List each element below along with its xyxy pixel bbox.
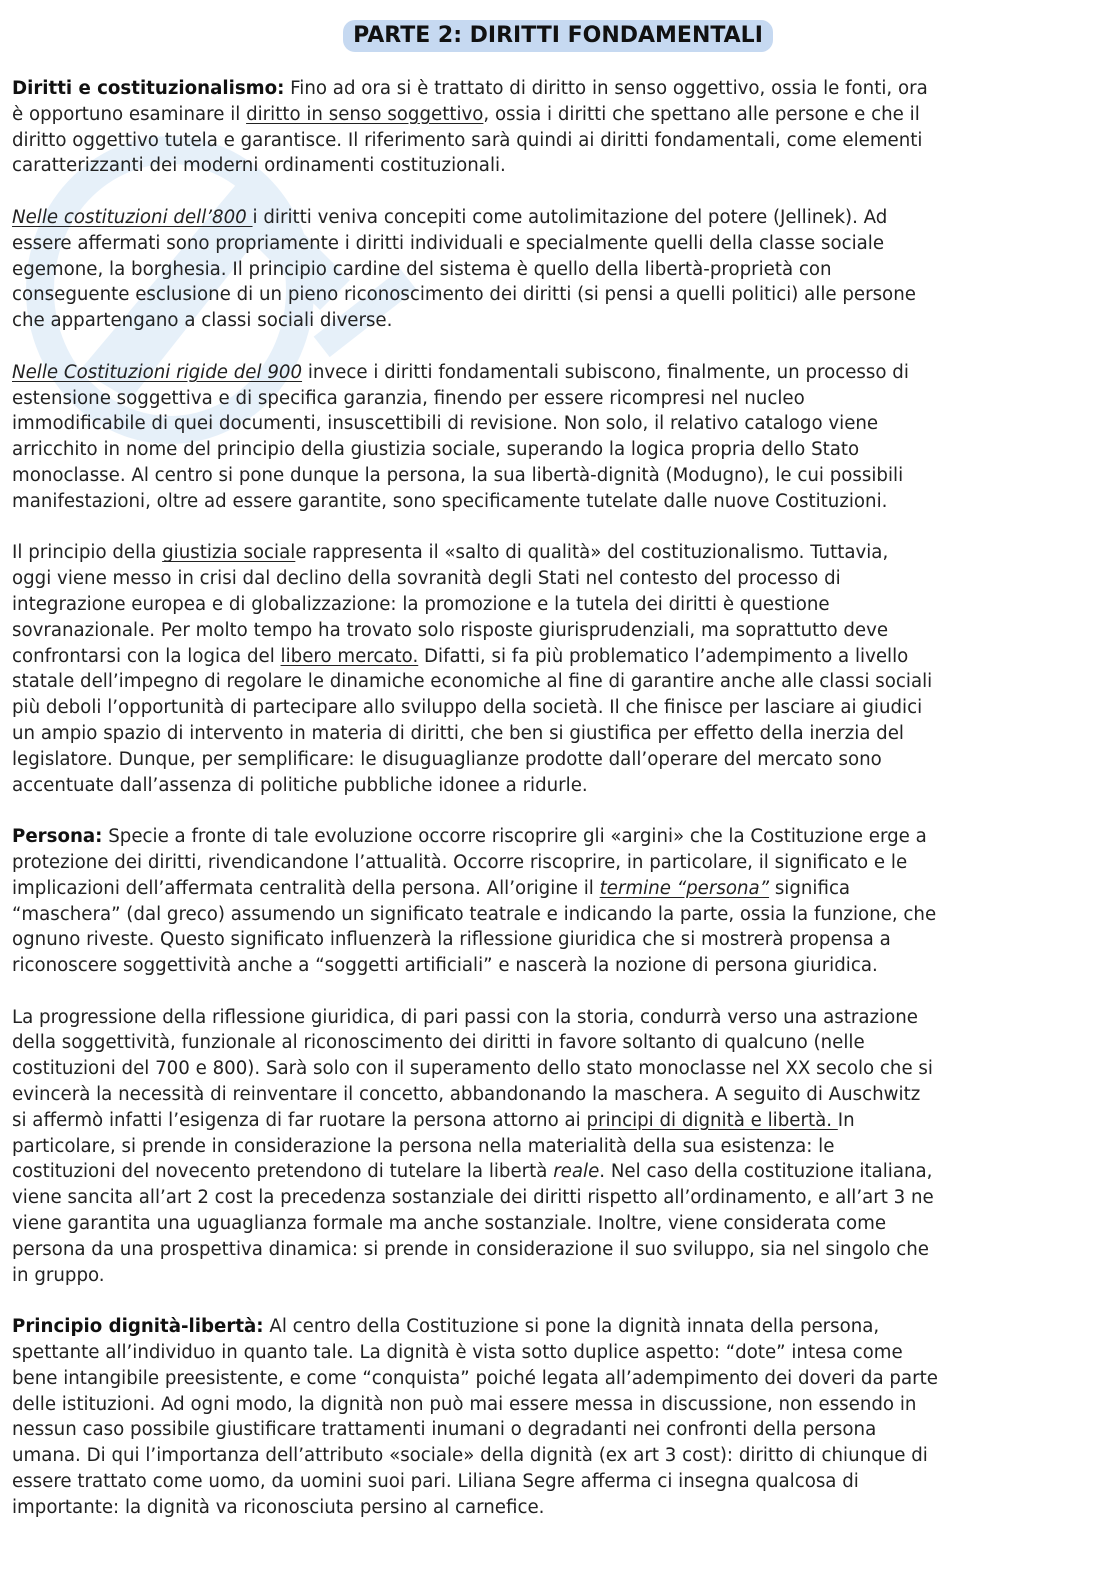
- text-line: “maschera” (dal greco) assumendo un significato teatrale e indicando la parte, ossia la funzione, che: [12, 903, 937, 925]
- text-line: significa: [769, 877, 851, 899]
- text-line: nessun caso possibile giustificare trattamenti inumani o degradanti nei confronti della persona: [12, 1419, 877, 1441]
- text-line: costituzioni del novecento pretendono di tutelare la libertà: [12, 1161, 554, 1183]
- text-line: costituzioni del 700 e 800). Sarà solo con il superamento dello stato monoclasse nel XX secolo che si: [12, 1058, 933, 1080]
- text-line: riconoscere soggettività anche a “soggetti artificiali” e nascerà la nozione di persona giuridica.: [12, 955, 878, 977]
- text-line: i diritti veniva concepiti come autolimitazione del potere (Jellinek). Ad: [252, 206, 888, 228]
- text-line: implicazioni dell’affermata centralità della persona. All’origine il: [12, 877, 600, 899]
- text-line: Fino ad ora si è trattato di diritto in senso oggettivo, ossia le fonti, ora: [284, 78, 928, 99]
- text-line: essere trattato come uomo, da uomini suoi pari. Liliana Segre afferma ci insegna qualcosa di: [12, 1471, 859, 1493]
- text-line: è opportuno esaminare il: [12, 103, 247, 125]
- document-body: [12, 76, 1100, 1546]
- underlined-term: Nelle Costituzioni rigide del 900: [12, 361, 303, 383]
- text-line: persona da una prospettiva dinamica: si prende in considerazione il suo sviluppo, sia nel singolo che: [12, 1238, 929, 1260]
- underlined-term: principi di dignità e libertà.: [586, 1109, 838, 1131]
- title-container: [0, 20, 1116, 52]
- text-line: protezione dei diritti, rivendicandone l’attualità. Occorre riscoprire, in particolare, il significato e le: [12, 851, 908, 873]
- paragraph-progressione: [12, 1005, 1100, 1289]
- text-line: legislatore. Dunque, per semplificare: le disuguaglianze prodotte dall’operare del mercato sono: [12, 748, 882, 770]
- text-line: evincerà la necessità di reinventare il concetto, abbandonando la maschera. A seguito di Auschwitz: [12, 1084, 921, 1106]
- text-line: ognuno riveste. Questo significato influenzerà la riflessione giuridica che si mostrerà propensa a: [12, 929, 891, 951]
- text-line: egemone, la borghesia. Il principio cardine del sistema è quello della libertà-proprietà con: [12, 258, 832, 280]
- text-line: manifestazioni, oltre ad essere garantite, sono specificamente tutelate dalle nuove Costituzioni.: [12, 490, 888, 512]
- text-line: essere affermati sono propriamente i diritti individuali e specialmente quelli della classe sociale: [12, 232, 885, 254]
- page-title: PARTE 2: DIRITTI FONDAMENTALI: [343, 20, 773, 52]
- paragraph-giustizia-sociale: [12, 540, 1100, 798]
- text-line: conseguente esclusione di un pieno riconoscimento dei diritti (si pensi a quelli politici) alle persone: [12, 284, 916, 306]
- text-line: viene sancita all’art 2 cost la precedenza sostanziale dei diritti rispetto all’ordinamento, e all’art 3 ne: [12, 1187, 934, 1209]
- text-line: si affermò infatti l’esigenza di far ruotare la persona attorno ai: [12, 1109, 587, 1131]
- text-line: importante: la dignità va riconosciuta persino al carnefice.: [12, 1496, 545, 1518]
- text-line: Al centro della Costituzione si pone la dignità innata della persona,: [263, 1316, 880, 1338]
- underlined-term: termine “persona”: [599, 877, 770, 899]
- text-line: spettante all’individuo in quanto tale. La dignità è vista sotto duplice aspetto: “dote” intesa come: [12, 1342, 903, 1364]
- text-line: più deboli l’opportunità di partecipare allo sviluppo della società. Il che finisce per lasciare ai giudici: [12, 697, 923, 719]
- text-line: e rappresenta il «salto di qualità» del costituzionalismo. Tuttavia,: [295, 542, 889, 564]
- paragraph-diritti-costituzionalismo: [12, 76, 1100, 179]
- text-line: sovranazionale. Per molto tempo ha trovato solo risposte giurisprudenziali, ma soprattutto deve: [12, 619, 889, 641]
- text-line: Difatti, si fa più problematico l’adempimento a livello: [418, 645, 909, 667]
- text-line: della soggettività, funzionale al riconoscimento dei diritti in favore soltanto di qualcuno (nelle: [12, 1032, 865, 1054]
- text-line: immodificabile di quei documenti, insuscettibili di revisione. Non solo, il relativo catalogo viene: [12, 413, 879, 435]
- text-line: confrontarsi con la logica del: [12, 645, 281, 667]
- text-line: . Nel caso della costituzione italiana,: [599, 1161, 933, 1183]
- paragraph-persona: [12, 824, 1100, 979]
- text-line: particolare, si prende in considerazione la persona nella materialità della sua esistenza: le: [12, 1135, 835, 1157]
- text-line: in gruppo.: [12, 1264, 105, 1286]
- text-line: umana. Di qui l’importanza dell’attributo «sociale» della dignità (ex art 3 cost): diritto di chiunque di: [12, 1445, 928, 1467]
- text-line: , ossia i diritti che spettano alle persone e che il: [483, 103, 920, 125]
- text-line: statale dell’impegno di regolare le dinamiche economiche al fine di garantire anche alle classi sociali: [12, 671, 933, 693]
- text-line: La progressione della riflessione giuridica, di pari passi con la storia, condurrà verso una astrazione: [12, 1006, 918, 1028]
- text-line: Specie a fronte di tale evoluzione occorre riscoprire gli «argini» che la Costituzione erge a: [102, 826, 927, 848]
- text-line: un ampio spazio di intervento in materia di diritti, che ben si giustifica per effetto della inerzia del: [12, 722, 904, 744]
- underlined-term: Nelle costituzioni dell’800: [12, 206, 253, 228]
- text-line: monoclasse. Al centro si pone dunque la persona, la sua libertà-dignità (Modugno), le cui possibili: [12, 464, 904, 486]
- text-line: viene garantita una uguaglianza formale ma anche sostanziale. Inoltre, viene considerata come: [12, 1213, 887, 1235]
- underlined-term: diritto in senso soggettivo: [246, 103, 484, 125]
- section-heading: Diritti e costituzionalismo:: [12, 78, 285, 99]
- italic-term: reale: [553, 1161, 600, 1183]
- text-line: oggi viene messo in crisi dal declino della sovranità degli Stati nel contesto del processo di: [12, 568, 841, 590]
- text-line: che appartengano a classi sociali diverse.: [12, 310, 393, 332]
- text-line: integrazione europea e di globalizzazione: la promozione e la tutela dei diritti è questione: [12, 593, 830, 615]
- section-heading: Principio dignità-libertà:: [12, 1316, 264, 1338]
- underlined-term: libero mercato.: [280, 645, 419, 667]
- paragraph-costituzioni-800: [12, 205, 1100, 334]
- underlined-term: giustizia social: [162, 542, 296, 564]
- text-line: invece i diritti fondamentali subiscono, finalmente, un processo di: [302, 361, 909, 383]
- text-line: diritto oggettivo tutela e garantisce. Il riferimento sarà quindi ai diritti fondamentali, come elementi: [12, 129, 923, 151]
- text-line: bene intangibile preesistente, e come “conquista” poiché legata all’adempimento dei doveri da parte: [12, 1367, 938, 1389]
- text-line: delle istituzioni. Ad ogni modo, la dignità non può mai essere messa in discussione, non essendo in: [12, 1393, 917, 1415]
- section-heading: Persona:: [12, 826, 103, 848]
- text-line: arricchito in nome del principio della giustizia sociale, superando la logica propria dello Stato: [12, 439, 860, 461]
- text-line: estensione soggettiva e di specifica garanzia, finendo per essere ricompresi nel nucleo: [12, 387, 805, 409]
- text-line: accentuate dall’assenza di politiche pubbliche idonee a ridurle.: [12, 774, 588, 796]
- text-line: caratterizzanti dei moderni ordinamenti costituzionali.: [12, 155, 506, 177]
- paragraph-dignita-liberta: [12, 1314, 1100, 1520]
- text-line: Il principio della: [12, 542, 163, 564]
- text-line: In: [837, 1109, 855, 1131]
- paragraph-costituzioni-900: [12, 360, 1100, 515]
